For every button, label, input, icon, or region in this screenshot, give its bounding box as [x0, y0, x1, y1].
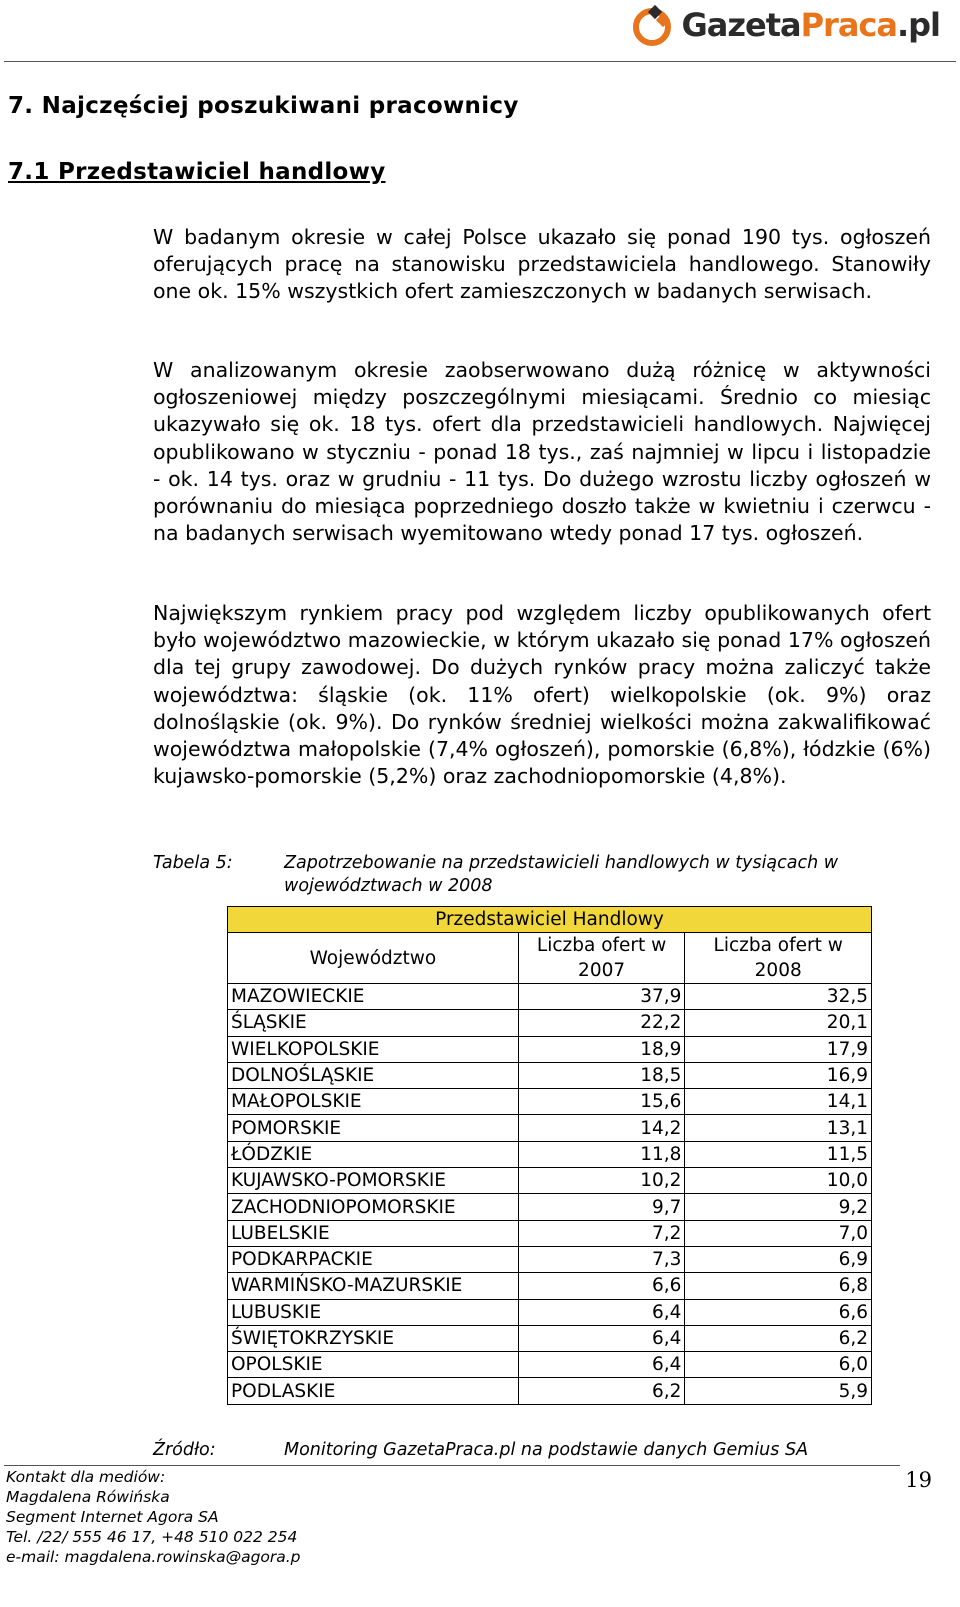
offers-2007-cell: 22,2	[518, 1010, 685, 1036]
offers-2008-cell: 16,9	[685, 1062, 872, 1088]
subsection-title: 7.1 Przedstawiciel handlowy	[8, 159, 386, 185]
region-cell: ŚWIĘTOKRZYSKIE	[228, 1325, 519, 1351]
page-number: 19	[905, 1468, 932, 1492]
offers-2008-cell: 9,2	[685, 1194, 872, 1220]
table-row	[228, 1194, 872, 1220]
logo-mark-icon	[632, 3, 676, 47]
region-cell: MAŁOPOLSKIE	[228, 1089, 519, 1115]
contact-line: Tel. /22/ 555 46 17, +48 510 022 254	[6, 1528, 298, 1546]
offers-2007-cell: 10,2	[518, 1168, 685, 1194]
table-row	[228, 1168, 872, 1194]
table-title: Przedstawiciel Handlowy	[228, 907, 872, 933]
offers-2008-cell: 6,0	[685, 1352, 872, 1378]
offers-2008-cell: 17,9	[685, 1036, 872, 1062]
contact-block	[6, 1467, 301, 1567]
paragraph: W badanym okresie w całej Polsce ukazało się ponad 190 tys. ogłoszeń oferujących pracę na stanowisku przedstawiciela handlowego. Stanowiły one ok. 15% wszystkich ofert zamieszczonych w badanych serwisach.	[153, 225, 931, 304]
region-cell: PODLASKIE	[228, 1378, 519, 1404]
region-cell: POMORSKIE	[228, 1115, 519, 1141]
offers-2008-cell: 6,9	[685, 1246, 872, 1272]
paragraph: Największym rynkiem pracy pod względem liczby opublikowanych ofert było województwo mazowieckie, w którym ukazało się ponad 17% ogłoszeń dla tej grupy zawodowej. Do dużych rynków pracy można zaliczyć także województwa: śląskie (ok. 11% ofert) wielkopolskie (ok. 9%) oraz dolnośląskie (ok. 9%). Do rynków średniej wielkości można zakwalifikować województwa małopolskie (7,4% ogłoszeń), pomorskie (6,8%), łódzkie (6%) kujawsko-pomorskie (5,2%) oraz zachodniopomorskie (4,8%).	[153, 601, 931, 789]
region-cell: OPOLSKIE	[228, 1352, 519, 1378]
offers-2007-cell: 6,2	[518, 1378, 685, 1404]
table-caption-text: Zapotrzebowanie na przedstawicieli handlowych w tysiącach w województwach w 2008	[284, 853, 839, 896]
offers-2007-cell: 37,9	[518, 984, 685, 1010]
region-cell: LUBUSKIE	[228, 1299, 519, 1325]
table-row	[228, 984, 872, 1010]
offers-2007-cell: 6,4	[518, 1299, 685, 1325]
region-cell: ZACHODNIOPOMORSKIE	[228, 1194, 519, 1220]
table-row	[228, 1036, 872, 1062]
offers-2007-cell: 9,7	[518, 1194, 685, 1220]
source-label: Źródło:	[153, 1440, 216, 1460]
region-cell: ŁÓDZKIE	[228, 1141, 519, 1167]
table-row	[228, 1062, 872, 1088]
logo-text	[682, 6, 941, 44]
region-cell: KUJAWSKO-POMORSKIE	[228, 1168, 519, 1194]
offers-2008-cell: 6,2	[685, 1325, 872, 1351]
column-header-region: Województwo	[228, 933, 519, 984]
table-row	[228, 1089, 872, 1115]
table-row	[228, 1141, 872, 1167]
table-row	[228, 1325, 872, 1351]
offers-2008-cell: 11,5	[685, 1141, 872, 1167]
section-title: 7. Najczęściej poszukiwani pracownicy	[8, 93, 519, 119]
table-row	[228, 1273, 872, 1299]
table-row	[228, 1010, 872, 1036]
offers-2008-cell: 6,8	[685, 1273, 872, 1299]
offers-2008-cell: 6,6	[685, 1299, 872, 1325]
offers-2007-cell: 14,2	[518, 1115, 685, 1141]
source-text: Monitoring GazetaPraca.pl na podstawie danych Gemius SA	[284, 1440, 809, 1460]
table-row	[228, 1220, 872, 1246]
table-row	[228, 1378, 872, 1404]
offers-2007-cell: 18,5	[518, 1062, 685, 1088]
contact-line: Magdalena Rówińska	[6, 1488, 170, 1506]
region-cell: WIELKOPOLSKIE	[228, 1036, 519, 1062]
contact-email[interactable]: e-mail: magdalena.rowinska@agora.p	[6, 1548, 301, 1566]
offers-2008-cell: 10,0	[685, 1168, 872, 1194]
offers-2007-cell: 7,3	[518, 1246, 685, 1272]
offers-2007-cell: 6,4	[518, 1352, 685, 1378]
offers-table	[227, 906, 872, 1405]
region-cell: DOLNOŚLĄSKIE	[228, 1062, 519, 1088]
offers-2007-cell: 11,8	[518, 1141, 685, 1167]
table-row	[228, 1352, 872, 1378]
region-cell: ŚLĄSKIE	[228, 1010, 519, 1036]
footer-divider	[4, 1465, 900, 1466]
offers-2007-cell: 15,6	[518, 1089, 685, 1115]
region-cell: MAZOWIECKIE	[228, 984, 519, 1010]
offers-2008-cell: 13,1	[685, 1115, 872, 1141]
contact-line: Kontakt dla mediów:	[6, 1468, 166, 1486]
table-row	[228, 1246, 872, 1272]
logo-text-part-accent: Praca	[800, 6, 897, 44]
offers-2007-cell: 18,9	[518, 1036, 685, 1062]
offers-2007-cell: 7,2	[518, 1220, 685, 1246]
region-cell: LUBELSKIE	[228, 1220, 519, 1246]
offers-2008-cell: 20,1	[685, 1010, 872, 1036]
table-row	[228, 1299, 872, 1325]
offers-2008-cell: 7,0	[685, 1220, 872, 1246]
table-caption-label: Tabela 5:	[153, 853, 233, 873]
contact-line: Segment Internet Agora SA	[6, 1508, 219, 1526]
column-header-2007: Liczba ofert w 2007	[518, 933, 685, 984]
gazetapraca-logo[interactable]	[632, 2, 941, 48]
logo-text-domain: .pl	[896, 6, 940, 44]
header-divider	[4, 61, 956, 62]
offers-2008-cell: 14,1	[685, 1089, 872, 1115]
offers-2007-cell: 6,4	[518, 1325, 685, 1351]
paragraph: W analizowanym okresie zaobserwowano dużą różnicę w aktywności ogłoszeniowej między poszczególnymi miesiącami. Średnio co miesiąc ukazywało się ok. 18 tys. ofert dla przedstawicieli handlowych. Najwięcej opublikowano w styczniu - ponad 18 tys., zaś najmniej w lipcu i listopadzie - ok. 14 tys. oraz w grudniu - 11 tys. Do dużego wzrostu liczby ogłoszeń w porównaniu do miesiąca poprzedniego doszło także w kwietniu i czerwcu - na badanych serwisach wyemitowano wtedy ponad 17 tys. ogłoszeń.	[153, 358, 931, 546]
region-cell: WARMIŃSKO-MAZURSKIE	[228, 1273, 519, 1299]
offers-2008-cell: 32,5	[685, 984, 872, 1010]
offers-2007-cell: 6,6	[518, 1273, 685, 1299]
column-header-2008: Liczba ofert w 2008	[685, 933, 872, 984]
offers-2008-cell: 5,9	[685, 1378, 872, 1404]
logo-text-part: Gazeta	[681, 6, 801, 44]
region-cell: PODKARPACKIE	[228, 1246, 519, 1272]
table-body	[228, 984, 872, 1405]
table-row	[228, 1115, 872, 1141]
